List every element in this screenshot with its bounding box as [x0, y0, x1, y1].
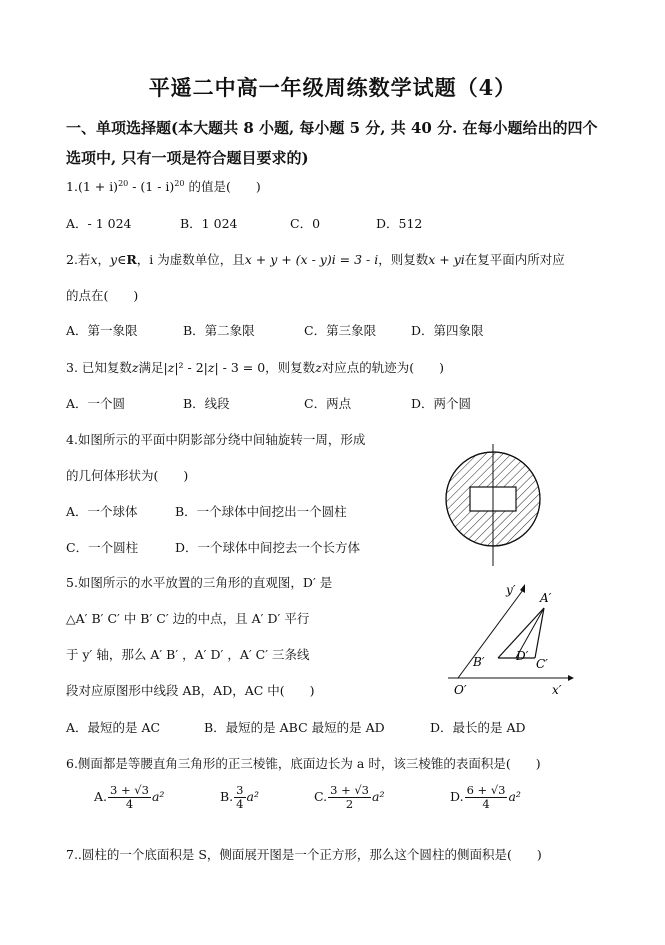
q2-option-c: C．第三象限: [304, 323, 377, 338]
question-3: [66, 358, 444, 376]
q6-b-fraction: [234, 784, 245, 811]
q3-var-z2: z: [167, 360, 175, 375]
page-title: 平遥二中高一年级周练数学试题（4）: [148, 75, 517, 100]
q5-label-d: D′: [516, 649, 529, 663]
q5-label-a: A′: [540, 591, 552, 605]
q1-term2: - (1 - i): [128, 179, 175, 194]
q6-option-b: [220, 784, 259, 811]
q5-line4: 段对应原图形中线段 AB，AD，AC 中( ): [66, 683, 315, 698]
q2-text-3: ∈: [117, 252, 127, 267]
q6-c-den: 2: [345, 797, 354, 812]
q5-label-o: O′: [454, 683, 467, 697]
q3-var-z4: z: [315, 360, 322, 375]
q6-c-letter: C.: [314, 789, 328, 805]
q5-option-d: D．最长的是 AD: [430, 720, 526, 735]
q5-label-x: x′: [552, 683, 562, 697]
q4-option-c: C．一个圆柱: [66, 540, 139, 555]
q6-option-a: [94, 784, 164, 811]
q3-text-4: | - 3 = 0，则复数: [214, 360, 316, 375]
section-heading-line1: 一、单项选择题(本大题共 8 小题, 每小题 5 分, 共 40 分. 在每小题给出的四个: [66, 119, 598, 137]
q2-option-d: D．第四象限: [411, 323, 484, 338]
q5-y-arrow: [520, 584, 525, 593]
q2-complex: x + yi: [428, 252, 465, 267]
q6-text: 6.侧面都是等腰直角三角形的正三棱锥，底面边长为 a 时，该三棱锥的表面积是( ): [66, 756, 541, 771]
question-1: [66, 177, 261, 195]
q6-d-den: 4: [482, 797, 490, 812]
q6-c-tail: a²: [372, 789, 385, 805]
q3-var-z3: z: [207, 360, 215, 375]
section-heading-line2: 选项中, 只有一项是符合题目要求的): [66, 149, 309, 167]
q5-option-a: A．最短的是 AC: [66, 720, 161, 735]
q6-a-letter: A.: [94, 789, 108, 805]
q6-b-den: 4: [236, 797, 244, 812]
q2-text-1: 2.若: [66, 252, 91, 267]
q1-option-d: D．512: [376, 216, 423, 231]
q6-b-num: 3: [236, 783, 244, 797]
q3-var-z1: z: [131, 360, 139, 375]
q4-line1: 4.如图所示的平面中阴影部分绕中间轴旋转一周，形成: [66, 432, 366, 447]
q5-label-c: C′: [536, 657, 548, 671]
q3-option-b: B．线段: [183, 396, 230, 411]
q1-option-c: C．0: [290, 216, 321, 231]
q6-a-num: 3 + √3: [110, 783, 149, 797]
q2-text-2: ，: [97, 252, 111, 267]
question-2: [66, 250, 565, 268]
q6-d-fraction: [465, 784, 508, 811]
q5-x-arrow: [568, 675, 574, 681]
q2-text-4: ，i 为虚数单位，且: [136, 252, 245, 267]
q6-c-num: 3 + √3: [330, 783, 370, 797]
q3-text-1: 3. 已知复数: [66, 360, 132, 375]
q2-line2: 的点在( ): [66, 288, 139, 303]
q4-option-a: A．一个球体: [66, 504, 138, 519]
q7-text: 7..圆柱的一个底面积是 S，侧面展开图是一个正方形，那么这个圆柱的侧面积是( ): [66, 847, 542, 862]
q1-number: 1.: [66, 179, 78, 194]
q1-exp1: 20: [118, 178, 129, 188]
q2-text-6: 在复平面内所对应: [464, 252, 565, 267]
q2-var-y: y: [110, 252, 118, 267]
q5-option-bc: B．最短的是 ABC 最短的是 AD: [204, 720, 385, 735]
q6-a-fraction: [108, 784, 151, 811]
q2-equation: x + y + (x - y)i = 3 - i: [244, 252, 379, 267]
q6-c-fraction: [328, 784, 371, 811]
q6-a-den: 4: [125, 797, 134, 812]
q6-d-tail: a²: [508, 789, 521, 805]
q6-d-letter: D.: [450, 789, 464, 805]
q4-option-d: D．一个球体中间挖去一个长方体: [175, 540, 361, 555]
q3-option-c: C．两点: [304, 396, 352, 411]
q3-option-a: A．一个圆: [66, 396, 126, 411]
q5-line2: △A′ B′ C′ 中 B′ C′ 边的中点，且 A′ D′ 平行: [66, 611, 310, 626]
q2-real-set: R: [126, 252, 137, 267]
q1-tail: 的值是( ): [184, 179, 261, 194]
q4-line2: 的几何体形状为( ): [66, 468, 189, 483]
q6-option-d: [450, 784, 521, 811]
q5-y-axis: [458, 590, 523, 678]
q5-label-y: y′: [506, 583, 516, 597]
q4-figure-shaded-circle: [440, 440, 560, 570]
q3-option-d: D．两个圆: [411, 396, 472, 411]
q6-b-tail: a²: [246, 789, 259, 805]
q3-text-2: 满足|: [138, 360, 168, 375]
q6-d-num: 6 + √3: [466, 783, 506, 797]
q5-figure-oblique-triangle: [440, 578, 580, 703]
q2-option-b: B．第二象限: [183, 323, 255, 338]
q1-term1: (1 + i): [77, 179, 119, 194]
q2-text-5: ，则复数: [378, 252, 429, 267]
q5-line1: 5.如图所示的水平放置的三角形的直观图，D′ 是: [66, 575, 333, 590]
q6-a-tail: a²: [151, 789, 165, 805]
q4-option-b: B．一个球体中间挖出一个圆柱: [175, 504, 347, 519]
q1-exp2: 20: [174, 178, 185, 188]
q3-text-3: |² - 2|: [174, 360, 208, 375]
q2-option-a: A．第一象限: [66, 323, 138, 338]
q5-line3: 于 y′ 轴，那么 A′ B′ ，A′ D′ ，A′ C′ 三条线: [66, 647, 310, 662]
q2-var-x: x: [90, 252, 98, 267]
q6-option-c: [314, 784, 384, 811]
q3-text-5: 对应点的轨迹为( ): [321, 360, 445, 375]
q1-option-b: B．1 024: [180, 216, 238, 231]
q6-b-letter: B.: [220, 789, 234, 805]
q5-label-b: B′: [473, 655, 485, 669]
q1-option-a: A．- 1 024: [66, 216, 132, 231]
